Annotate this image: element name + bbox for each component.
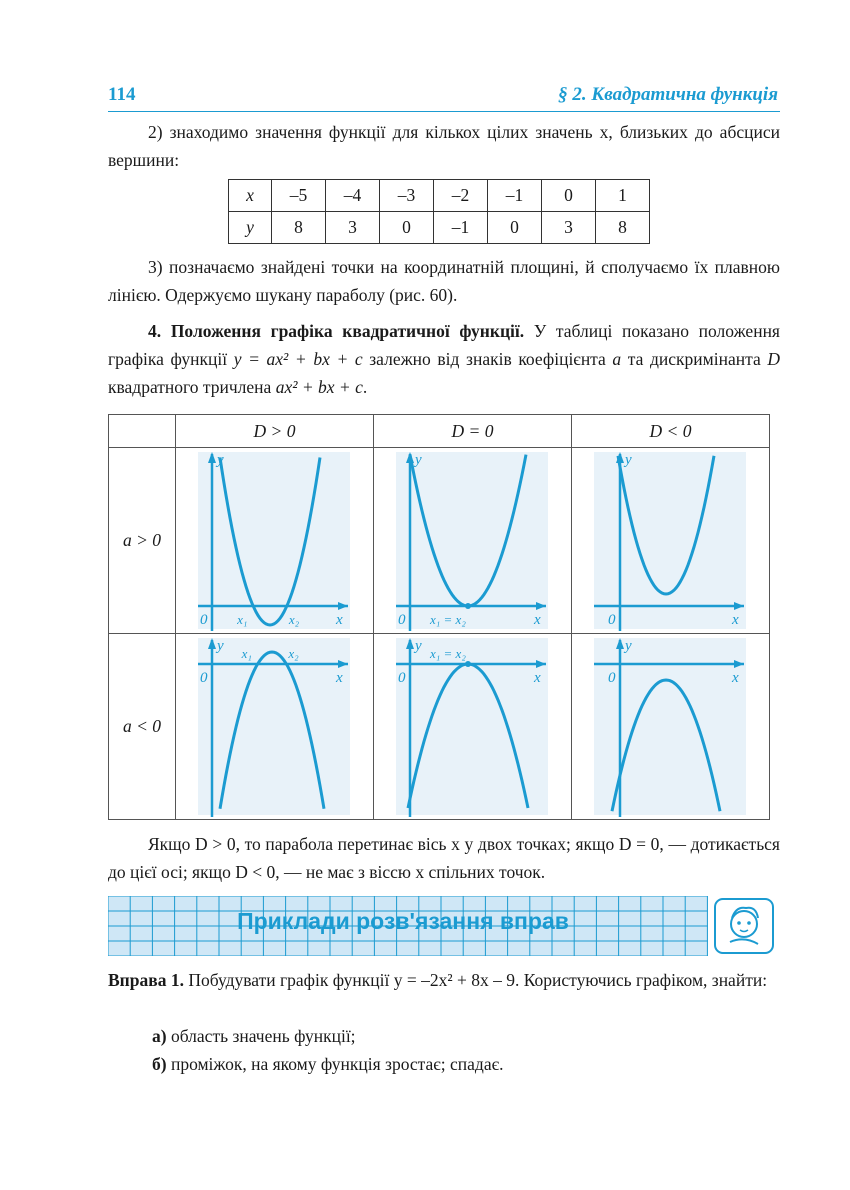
graph-panel-bg bbox=[198, 452, 350, 629]
col-header-d-zero: D = 0 bbox=[374, 415, 572, 448]
origin-label: 0 bbox=[200, 670, 208, 686]
parabola-graph bbox=[572, 448, 769, 633]
y-cell: 0 bbox=[380, 212, 434, 244]
x-cell: –3 bbox=[380, 180, 434, 212]
origin-label: 0 bbox=[608, 612, 616, 628]
examples-banner bbox=[108, 896, 780, 956]
graph-a-neg-d-zero bbox=[374, 634, 572, 820]
graph-a-pos-d-zero bbox=[374, 448, 572, 634]
y-axis-label: y bbox=[217, 452, 224, 468]
x-cell: 0 bbox=[542, 180, 596, 212]
page-header bbox=[108, 84, 778, 114]
x-cell: –5 bbox=[272, 180, 326, 212]
section-title: § 2. Квадратична функція bbox=[558, 84, 778, 105]
origin-label: 0 bbox=[398, 670, 406, 686]
conclusion-paragraph: Якщо D > 0, то парабола перетинає вісь x у двох точках; якщо D = 0, — дотикається до цієї осі; якщо D < 0, — не має з віссю x спільних точок. bbox=[108, 834, 780, 882]
y-cell: 8 bbox=[272, 212, 326, 244]
row-header-a-negative: a < 0 bbox=[109, 634, 176, 820]
section-4-title: 4. Положення графіка квадратичної функції. bbox=[148, 321, 525, 341]
x-axis-label: x bbox=[336, 670, 343, 686]
root-1-label: x₁ bbox=[237, 612, 248, 627]
x-axis-label: x bbox=[732, 612, 739, 628]
root-1-label: x₁ bbox=[241, 646, 252, 661]
graph-panel-bg bbox=[594, 452, 746, 629]
col-header-d-negative: D < 0 bbox=[572, 415, 770, 448]
graph-a-pos-d-neg bbox=[572, 448, 770, 634]
banner-title: Приклади розв'язання вправ bbox=[237, 908, 569, 934]
y-cell: 0 bbox=[488, 212, 542, 244]
x-axis-label: x bbox=[534, 612, 541, 628]
y-cell: 3 bbox=[542, 212, 596, 244]
x-cell: –1 bbox=[488, 180, 542, 212]
y-axis-label: y bbox=[625, 638, 632, 654]
row-header-a-positive: a > 0 bbox=[109, 448, 176, 634]
exercise-item-b: б) проміжок, на якому функція зростає; спадає. bbox=[152, 1054, 504, 1074]
parabola-graph bbox=[176, 634, 373, 819]
parabola-graph bbox=[374, 448, 571, 633]
root-2-label: x₂ bbox=[288, 646, 299, 661]
x-axis-label: x bbox=[336, 612, 343, 628]
value-table bbox=[228, 179, 650, 244]
graph-a-neg-d-neg bbox=[572, 634, 770, 820]
x-cell: –2 bbox=[434, 180, 488, 212]
table-corner bbox=[109, 415, 176, 448]
origin-label: 0 bbox=[608, 670, 616, 686]
thinking-child-icon bbox=[714, 898, 774, 954]
y-axis-label: y bbox=[415, 638, 422, 654]
parabola-graph bbox=[572, 634, 769, 819]
double-root-point bbox=[465, 603, 471, 609]
y-axis-label: y bbox=[217, 638, 224, 654]
y-cell: 3 bbox=[326, 212, 380, 244]
parabola-position-table bbox=[108, 414, 770, 820]
parabola-graph bbox=[176, 448, 373, 633]
value-table-x-label: x bbox=[229, 180, 272, 212]
exercise-title: Вправа 1. bbox=[108, 970, 184, 990]
y-cell: –1 bbox=[434, 212, 488, 244]
double-root-point bbox=[465, 661, 471, 667]
origin-label: 0 bbox=[200, 612, 208, 628]
section-4-paragraph: 4. Положення графіка квадратичної функції. У таблиці показано положення графіка функції y = ax² + bx + c залежно від знаків коефіцієнта a та дискримінанта D квадратного тричлена ax² + bx + c. bbox=[108, 321, 780, 397]
graph-panel-bg bbox=[396, 452, 548, 629]
x-cell: –4 bbox=[326, 180, 380, 212]
double-root-label: x₁ = x₂ bbox=[430, 612, 466, 627]
step-3-paragraph: 3) позначаємо знайдені точки на координатній площині, й сполучаємо їх плавною лінією. Одержуємо шукану параболу (рис. 60). bbox=[108, 257, 780, 305]
value-table-row-x bbox=[229, 180, 650, 212]
graph-a-neg-d-pos bbox=[176, 634, 374, 820]
x-cell: 1 bbox=[596, 180, 650, 212]
col-header-d-positive: D > 0 bbox=[176, 415, 374, 448]
exercise-1-paragraph: Вправа 1. Побудувати графік функції y = –2x² + 8x – 9. Користуючись графіком, знайти: bbox=[108, 970, 768, 990]
origin-label: 0 bbox=[398, 612, 406, 628]
value-table-row-y bbox=[229, 212, 650, 244]
header-divider bbox=[108, 111, 780, 112]
x-axis-label: x bbox=[732, 670, 739, 686]
root-2-label: x₂ bbox=[288, 612, 300, 627]
y-axis-label: y bbox=[625, 452, 632, 468]
parabola-graph bbox=[374, 634, 571, 819]
graph-a-pos-d-pos bbox=[176, 448, 374, 634]
exercise-item-a: а) область значень функції; bbox=[152, 1026, 356, 1046]
double-root-label: x₁ = x₂ bbox=[430, 646, 466, 661]
x-axis-label: x bbox=[534, 670, 541, 686]
y-cell: 8 bbox=[596, 212, 650, 244]
page-number: 114 bbox=[108, 84, 136, 105]
value-table-y-label: y bbox=[229, 212, 272, 244]
step-2-paragraph: 2) знаходимо значення функції для кількох цілих значень x, близьких до абсциси вершини: bbox=[108, 122, 780, 170]
y-axis-label: y bbox=[415, 452, 422, 468]
